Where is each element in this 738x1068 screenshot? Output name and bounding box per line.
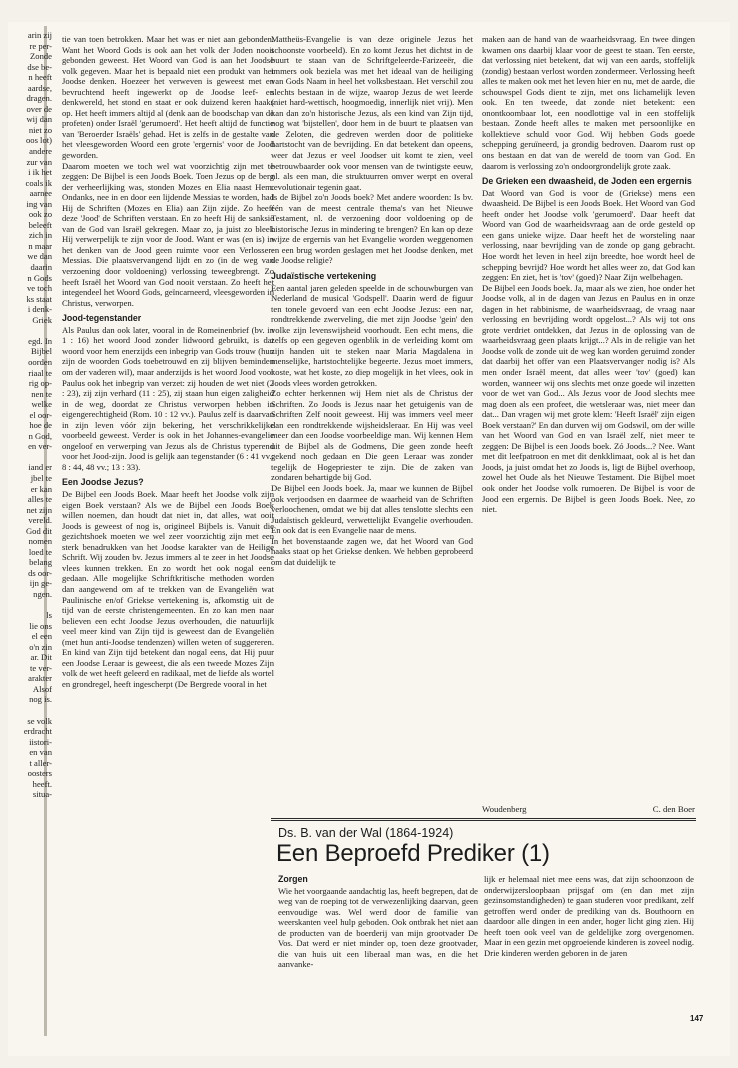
paragraph: De Bijbel een Joods boek. Ja, maar als we zien, hoe onder het Joodse volk, al in de dagen van Jezus en Paulus en in onze dagen in het rabbinisme, de waarheidsvraag, de vraag naar verlossing en bevrijding wordt opgelost...? Als wij tot ons grote verdriet ontdekken, dat Jezus in de oplossing van de waarheidsvraag geen plaats krijgt...? Als in de religie van het Joodse volk de zonde uit de weg kan worden geruimd zonder dat daarbij het offer van een Plaatsvervanger nodig is? Als men onder Israël meent, dat alles weer 'tov' (goed) kan worden, wanneer wij ons slechts met onze goede wil inzetten voor de wet van God... Als Jezus voor de Jood slechts mee mag doen als een profeet, die wetsleraar was, niet meer dan dat... Dan vragen wij met grote klem: 'Heeft Israël' zijn eigen Boek verstaan?' En dan durven wij om Godswil, om der wille van het Woord van God en van Israël zelf, niet meer te zeggen: De Bijbel is een Joods boek. Zó Joods...? Nee. Want met dit leefpatroon en met dit denkklimaat, ook al is het dan Joods, ja juist omdat het zo Joods is, ligt de Bijbel overhoop, zowel het Oude als het Nieuwe Testament. Die Bijbel moet ook onder het Joodse volk rumoeren. De Bijbel is voor de Jood een ergernis. De Bijbel is geen Joods Boek. Nee, zo niet. bbox=[482, 282, 695, 515]
fragment-line: egd. In bbox=[28, 335, 52, 346]
fragment-line: andere bbox=[29, 146, 52, 157]
fragment-line: ngen. bbox=[33, 588, 52, 599]
fragment-line: oos lot) bbox=[25, 135, 52, 146]
fragment-line: i denk- bbox=[27, 304, 52, 315]
fragment-line: Zonde bbox=[30, 51, 52, 62]
fragment-line: Griek bbox=[32, 314, 52, 325]
fragment-line: rig op- bbox=[28, 378, 52, 389]
fragment-line: we dan bbox=[27, 251, 52, 262]
section-heading: Zorgen bbox=[278, 874, 308, 884]
fragment-line: nog is. bbox=[29, 694, 52, 705]
paragraph: Als Paulus dan ook later, vooral in de Romeinenbrief (bv. in 1 : 16) het woord Jood zonder lidwoord gebruikt, is dat woord voor hem enerzijds een inbegrip van Gods trouw (hun zijn de woorden Gods toebetrouwd en zij blijven beminden om der vaderen wil), maar anderzijds is het woord Jood voor Paulus ook het inbegrip van verzet: zij houden de wet niet (2 : 23), zij zijn verhard (11 : 25), zij staan hun eigen zaligheid in de weg, doordat ze Christus verworpen hebben in eigengerechtigheid (Rom. 10 : 12 vv.). Paulus zelf is daarvan in zijn leven vóór zijn bekering, het verschrikkelijke voorbeeld geweest. Verder is ook in het Johannes-evangelie ongeloof en verwerping van Jezus als de Christus typerend voor het Jood-zijn. Jood is gelijk aan tegenstander (6 : 41 vv.; 8 : 44, 48 vv.; 13 : 33). bbox=[62, 324, 274, 472]
fragment-line: aarnee bbox=[29, 188, 52, 199]
paragraph: Mattheüs-Evangelie is van deze originele Jezus het schoonste voorbeeld). En zo komt Jezus het dichtst in de buurt te staan van de Schriftgeleerde-Farizeeër, die immers ook beziela was met het ideaal van de heiliging van Gods Naam in heel het volksbestaan. Het verschil zou slechts bestaan in de wijze, waarop Jezus de wet leerde (niet hard-wettisch, hoogmoedig, innerlijk niet vrij). Men kan dan zo'n historische Jezus, als een kind van Zijn tijd, nog wat 'bijstellen', door hem in de buurt te plaatsen van de Zeloten, die gedreven werden door de politieke hartstocht van de bevrijding. En dat betekent dan opeens, weer dat Jezus er veel Joodser uit komt te zien, veel betrouwbaarder ook voor mensen van de twintigste eeuw, nl. als een man, die struktuurren omver werpt en overal revolutionair tegenin gaat. bbox=[271, 34, 473, 192]
article2-column-2 bbox=[484, 874, 694, 1024]
page-number: 147 bbox=[690, 1014, 704, 1023]
fragment-line: ing van bbox=[26, 198, 52, 209]
signature-author: C. den Boer bbox=[652, 804, 695, 814]
column-2 bbox=[271, 34, 473, 804]
fragment-line: o'n zin bbox=[29, 641, 52, 652]
fragment-line: niet zo bbox=[28, 124, 52, 135]
signature bbox=[482, 804, 695, 814]
paragraph: tie van toen betrokken. Maar het was er niet aan gebonden. Want het Woord Gods is ook aan het volk der Joden nooit gebonden geweest. Het Woord van God is aan het Joodse volk gegeven. Maar het is bepaald niet een produkt van het Joodse denken. Hoezeer het verweven is geweest met en bevruchtend heeft ingewerkt op de Joodse leef- en denkwereld, het stond en staat er ook duizend keren haaks op. Het heeft immers altijd al (denk aan de boodschap van de profeten) onder Israël 'gerumoerd'. Het heeft altijd de functie van 'Beroerder Israëls' gehad. Het is zelfs in de gestalte van het vleesgeworden Woord een grote 'ergernis' voor de Jood geworden. bbox=[62, 34, 274, 161]
fragment-line: over de bbox=[26, 103, 52, 114]
fragment-line: iand er bbox=[28, 462, 52, 473]
fragment-line: en van bbox=[29, 747, 52, 758]
fragment-line: vereld. bbox=[28, 515, 52, 526]
paragraph: lijk er helemaal niet mee eens was, dat zijn schoonzoon de onderwijzersloopbaan prijsgaf om (en dan met zijn gezinsomstandigheden) te gaan studeren voor predikant, zelf getroffen werd onder de prediking van ds. Bouthoorn en daardoor alle dingen in een ander, hoger licht ging zien. Hij heeft toen ook veel van de geldelijke zorg overgenomen. Maar in een gezin met opgroeiende kinderen is zoveel nodig. Drie kinderen werden geboren in de jaren bbox=[484, 874, 694, 958]
fragment-line: zich in bbox=[28, 230, 52, 241]
fragment-line: zur van bbox=[26, 156, 52, 167]
paragraph: Zo echter herkennen wij Hem niet als de Christus der Schriften. Zo Joods is Jezus naar het getuigenis van de Schriften Zelf nooit geweest. Hij was immers veel meer dan een rondtrekkende wijsheidsleraar. En Hij was veel meer dan een Joodse voorbeeldige man. Wij kennen Hem uit de Bijbel als de Godmens, Die geen zonde heeft gekend noch gedaan en Die geen Leraar was zonder tegelijk de Hogepriester te zijn. Die de zaken van zondaren behartigde bij God. bbox=[271, 388, 473, 483]
paragraph: Daarom moeten we toch wel wat voorzichtig zijn met te zeggen: De Bijbel is een Joods Boek. Toen Jezus op de berg der verheerlijking was, stonden Mozes en Elia naast Hem. Ondanks, nee in en door een lijdende Messias te worden, had Hij de Schriften (Mozes en Elia) aan Zijn zijde. Zo heeft deze 'Jood' de Schriften verstaan. En zo heeft Hij de sanksie van de God van Israël gekregen. Maar zo, ja juist zo bleek Hij verwerpelijk te zijn voor de Jood. Want er was (en is) in het denken van de Jood geen ruimte voor een Verlosser-Messias. Die plaatsvervangend lijdt en zo (in de weg van verzoening door voldoening) verlossing teweegbrengt. Zo heeft Israël het Woord van God nooit verstaan. Zo heeft het integendeel het Woord Gods, geïncarneerd, vleesgeworden in Christus, verworpen. bbox=[62, 160, 274, 308]
section-heading: Jood-tegenstander bbox=[62, 313, 142, 324]
fragment-line: en ver- bbox=[28, 441, 52, 452]
fragment-line: dragen. bbox=[26, 93, 52, 104]
fragment-line: ar. Dit bbox=[30, 652, 52, 663]
fragment-line bbox=[10, 705, 52, 716]
fragment-line bbox=[10, 452, 52, 463]
fragment-line: ijn ge- bbox=[29, 578, 52, 589]
paragraph: Wie het voorgaande aandachtig las, heeft begrepen, dat de weg van de roeping tot de verwezenlijking daarvan, geen eenvoudige was. Wel werd door de familie van weerskanten veel hulp geboden. Ook ontbrak het niet aan de producten van de boerderij van mijn grootvader De Vos. Dat werd er niet minder op, toen deze grootvader, die van huis uit een liberaal man was, en die het aanvanke- bbox=[278, 885, 478, 970]
paragraph: maken aan de hand van de waarheidsvraag. En twee dingen kwamen ons daarbij klaar voor de geest te staan. Ten eerste, dat verlossing niet betekent, dat wij van een aards, stoffelijk (zondig) bestaan verlost worden zondermeer. Verlossing heeft alles te maken ook met het leven hier en nu, met de aarde, die schouwspel Gods dient te zijn, met ons lichamelijk leven ook. En ten tweede, dat zonde niet betekent: een onontkoombaar lot, een noodlottige val in een stoffelijk bestaan. Zonde heeft alles te maken met persoonlijke en kollektieve schuld voor God. Wij hebben Gods goede schepping geruïneerd, ja grondig bedroven. Daarom rust op ons bestaan en dat van de wereld de toorn van God. En daarom is verlossing zo'n ondoorgrondelijk grote zaak. bbox=[482, 34, 695, 171]
fragment-line: ls bbox=[46, 610, 52, 621]
fragment-line: oorden bbox=[28, 356, 52, 367]
fragment-line: belang bbox=[29, 557, 52, 568]
paragraph: Een aantal jaren geleden speelde in de schouwburgen van Nederland de musical 'Godspell'. Daarin werd de figuur ten tonele gevoerd van een echt Joodse Jezus: een nar, rondtrekkende zwerveling, die met zijn Joodse 'gein' den volke zijn levenswijsheid voorhoudt. Een echt mens, die zelfs op een gegeven ogenblik in de verleiding komt om zijn handen uit te steken naar Maria Magdalena in menselijke, hartstochtelijke begeerte. Jezus moet immers, koste, wat het koste, zo diep mogelijk in het vlees, ook in Joods vlees worden getrokken. bbox=[271, 282, 473, 388]
paragraph: De Bijbel een Joods boek. Ja, maar we kunnen de Bijbel ook verjoodsen en daarmee de waarheid van de Schriften verloochenen, omdat we bij dat alles tenslotte slechts een Judaïstisch gekleurd, verwettelijkt Evangelie overhouden. En ook dat is een Evangelie naar de mens. bbox=[271, 483, 473, 536]
fragment-line: n Gods bbox=[27, 272, 52, 283]
paragraph: Is de Bijbel zo'n Joods boek? Met andere woorden: Is bv. één van de meest centrale thema's van het Nieuwe Testament, nl. de verzoening door voldoening op de historische Jezus in mindering te brengen? En kan op deze wijze de ergernis van het Evangelie worden weggenomen en een brug worden geslagen met het Joodse denken, met de Joodse religie? bbox=[271, 192, 473, 266]
fragment-line: loed te bbox=[28, 546, 52, 557]
fragment-line: riaal te bbox=[28, 367, 52, 378]
fragment-line: n God, bbox=[28, 430, 52, 441]
fragment-line: ks staat bbox=[26, 293, 52, 304]
fragment-line bbox=[10, 325, 52, 336]
left-page-fragment bbox=[10, 30, 52, 1020]
paragraph: In het bovenstaande zagen we, dat het Woord van God haaks staat op het Griekse denken. We hebben geprobeerd om dat duidelijk te bbox=[271, 535, 473, 567]
fragment-line: Bijbel bbox=[30, 346, 52, 357]
fragment-line bbox=[10, 600, 52, 611]
section-heading: Een Joodse Jezus? bbox=[62, 477, 144, 488]
fragment-line: net zijn bbox=[26, 504, 52, 515]
fragment-line: ook zo bbox=[28, 209, 52, 220]
fragment-line: t aller- bbox=[29, 757, 52, 768]
fragment-line: alles te bbox=[27, 494, 52, 505]
fragment-line: coals ik bbox=[25, 177, 52, 188]
fragment-line: Alsof bbox=[32, 683, 52, 694]
fragment-line: erdracht bbox=[23, 726, 52, 737]
fragment-line: i ik het bbox=[28, 167, 52, 178]
fragment-line: wij dan bbox=[26, 114, 52, 125]
fragment-line: beleeft bbox=[28, 219, 52, 230]
fragment-line: el een bbox=[31, 631, 52, 642]
article2-column-1 bbox=[278, 874, 478, 1034]
fragment-line: er kan bbox=[30, 483, 52, 494]
fragment-line: ve toch bbox=[26, 283, 52, 294]
signature-place: Woudenberg bbox=[482, 804, 527, 814]
fragment-line: te ver- bbox=[29, 662, 52, 673]
fragment-line: aardse, bbox=[27, 82, 52, 93]
divider bbox=[271, 820, 696, 821]
fragment-line: n heeft bbox=[28, 72, 52, 83]
fragment-line: n maar bbox=[28, 240, 52, 251]
article-title: Een Beproefd Prediker (1) bbox=[276, 840, 550, 867]
fragment-line: arakter bbox=[28, 673, 52, 684]
fragment-line: se volk bbox=[27, 715, 52, 726]
column-3 bbox=[482, 34, 695, 804]
fragment-line: daarin bbox=[30, 262, 52, 273]
paragraph: De Bijbel een Joods Boek. Maar heeft het Joodse volk zijn eigen Boek verstaan? Als we de Bijbel een Joods Boek willen noemen, dan houdt dat niet in, dat alles, wat ooit Joods is geweest of nog is, origineel Bijbels is. Vanuit die gezichtshoek moeten we wel zeer voorzichtig zijn met een sterk benadrukken van het Joodse karakter van de Heilige Schrift. Wij zouden bv. Jezus immers al te zeer in het Joodse vlees kunnen trekken. En zo wordt het ook nogal eens gedaan. Alle mogelijke Schriftkritische methoden worden dan aangewend om af te trekken van de Evangeliën wat Paulinische en/of Griekse vertekening is, afkomstig uit de tijd van de eerste christengemeenten. En zo kan men naar believen een echt Joodse Jezus overhouden, die natuurlijk veel meer kind van Zijn tijd is geweest dan de Evangeliën (met hun anti-Joodse tendenzen) willen weten of suggereren. En kind van Zijn tijd betekent dan nogal eens, dat Hij puur een Joodse Leraar is geweest, die als een tweede Mozes Zijn volk de wet heeft geleerd en radikaal, met de liefde als wortel en grondregel, heeft ingescherpt (De Bergrede vooral in het bbox=[62, 489, 274, 689]
fragment-line: nen te bbox=[31, 388, 52, 399]
fragment-line: el oor- bbox=[29, 409, 52, 420]
fragment-line: heeft. bbox=[32, 778, 52, 789]
fragment-line: hoe de bbox=[29, 420, 52, 431]
fragment-line: lie ons bbox=[29, 620, 52, 631]
fragment-line: dse be- bbox=[27, 61, 52, 72]
fragment-line: re per- bbox=[29, 40, 52, 51]
fragment-line: oosters bbox=[27, 768, 52, 779]
column-1 bbox=[62, 34, 274, 1044]
fragment-line: situa- bbox=[32, 789, 52, 800]
section-heading: De Grieken een dwaasheid, de Joden een ergernis bbox=[482, 176, 692, 187]
fragment-line: arin zij bbox=[27, 30, 52, 40]
fragment-line: ds oor- bbox=[28, 567, 52, 578]
paragraph: Dat Woord van God is voor de (Griekse) mens een dwaasheid. De Bijbel is een Joods Boek. Het Woord van God heeft onder het Joodse volk 'gerumoerd'. Daar heeft dat Woord van God de waarheidsvraag aan de orde gesteld op een gans unieke wijze. Daar heeft het de worsteling naar verlossing, naar bevrijding van de zonde op gang gebracht. Hoe wordt het leven in heel zijn breedte, hoe wordt heel de schepping bevrijd? Hoe wordt het alles weer zo, dat God kan zeggen: En ziet, het is 'tov' (goed)? Naar Zijn welbehagen. bbox=[482, 187, 695, 283]
section-heading: Judaïstische vertekening bbox=[271, 271, 377, 282]
article-subtitle: Ds. B. van der Wal (1864-1924) bbox=[278, 826, 454, 840]
fragment-line: welke bbox=[31, 399, 52, 410]
fragment-line: iistori- bbox=[29, 736, 52, 747]
fragment-line: jbel te bbox=[30, 472, 52, 483]
divider bbox=[271, 818, 696, 819]
fragment-line: nomen bbox=[28, 536, 52, 547]
fragment-line: God dit bbox=[25, 525, 52, 536]
